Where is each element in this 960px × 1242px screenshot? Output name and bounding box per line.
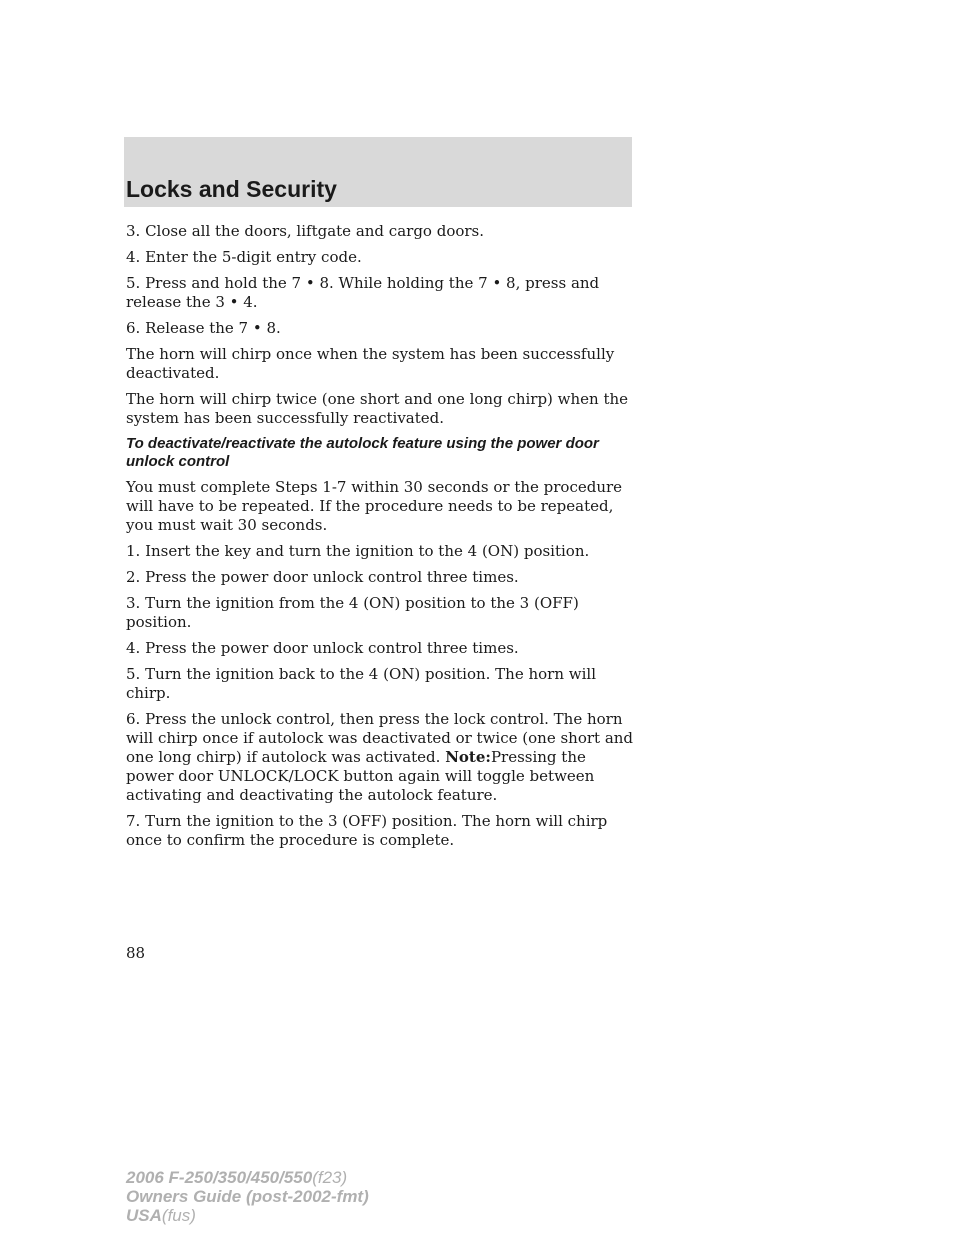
step-enter-code: 4. Enter the 5-digit entry code.	[126, 248, 362, 266]
step-7: 7. Turn the ignition to the 3 (OFF) position. The horn will chirp once to confirm the procedure is complete.	[126, 812, 608, 849]
paragraph-time-limit: You must complete Steps 1-7 within 30 seconds or the procedure will have to be repeated. If the procedure needs to be repeated, you must wait 30 seconds.	[126, 478, 623, 534]
step-4: 4. Press the power door unlock control three times.	[126, 639, 519, 657]
step-5: 5. Turn the ignition back to the 4 (ON) position. The horn will chirp.	[126, 665, 597, 702]
paragraph-reactivated: The horn will chirp twice (one short and one long chirp) when the system has been successfully reactivated.	[126, 390, 629, 427]
footer-line-1	[126, 1168, 369, 1187]
page-body	[126, 222, 636, 857]
footer-model: 2006 F-250/350/450/550	[126, 1168, 313, 1187]
step-1: 1. Insert the key and turn the ignition to the 4 (ON) position.	[126, 542, 590, 560]
subheading-autolock: To deactivate/reactivate the autolock feature using the power door unlock control	[126, 435, 599, 470]
step-6	[126, 710, 636, 805]
footer-line-2	[126, 1187, 369, 1206]
page-number: 88	[126, 944, 146, 962]
footer-guide: Owners Guide (post-2002-fmt)	[126, 1187, 369, 1206]
footer-line-3	[126, 1206, 369, 1225]
footer-region-code: (fus)	[161, 1206, 196, 1225]
step-6-text: 6. Press the unlock control, then press the lock control. The horn will chirp once if autolock was deactivated or twice (one short and one long chirp) if autolock was activated.	[126, 710, 634, 766]
step-2: 2. Press the power door unlock control three times.	[126, 568, 519, 586]
note-label: Note:	[445, 748, 491, 766]
step-close-doors: 3. Close all the doors, liftgate and cargo doors.	[126, 222, 485, 240]
step-press-hold: 5. Press and hold the 7 • 8. While holding the 7 • 8, press and release the 3 • 4.	[126, 274, 600, 311]
step-release: 6. Release the 7 • 8.	[126, 319, 281, 337]
paragraph-deactivated: The horn will chirp once when the system has been successfully deactivated.	[126, 345, 615, 382]
footer	[126, 1168, 369, 1225]
footer-region: USA	[126, 1206, 162, 1225]
step-3: 3. Turn the ignition from the 4 (ON) position to the 3 (OFF) position.	[126, 594, 579, 631]
note-text: Pressing the power door UNLOCK/LOCK button again will toggle between activating and deactivating the autolock feature.	[126, 748, 595, 804]
section-title: Locks and Security	[126, 176, 337, 202]
footer-model-code: (f23)	[312, 1168, 348, 1187]
